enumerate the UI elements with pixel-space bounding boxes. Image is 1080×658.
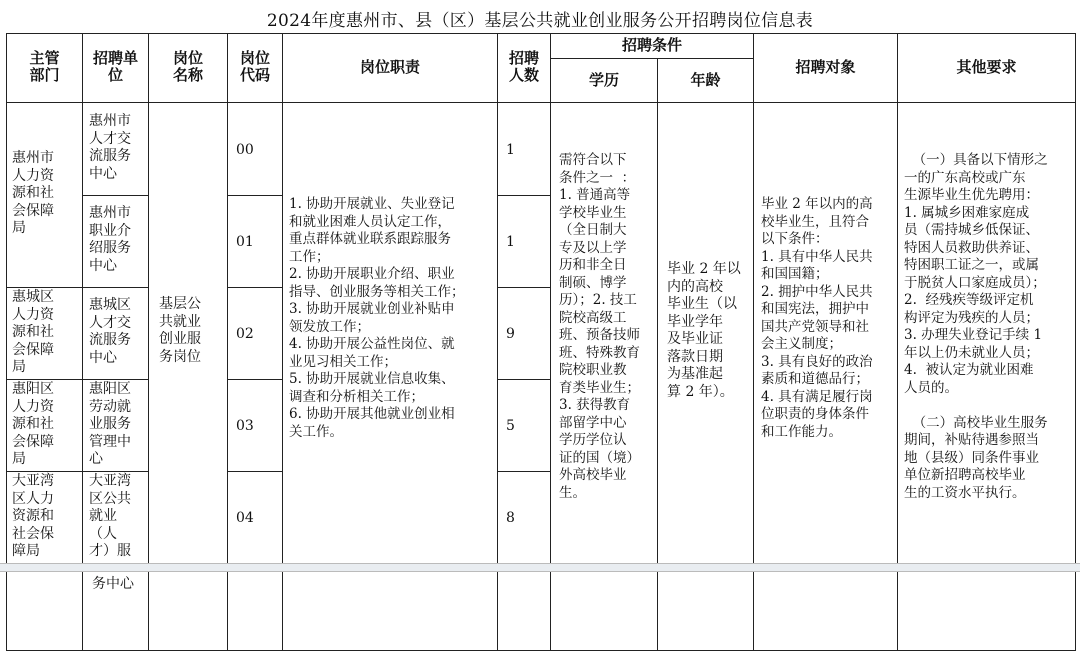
header-post-name: 岗位 名称 (172, 49, 203, 84)
code-row-divider-1 (227, 195, 282, 196)
num-row-divider-1 (497, 195, 550, 196)
header-target: 招聘对象 (795, 58, 856, 76)
col-line-4 (282, 33, 283, 563)
num-row-divider-4 (497, 471, 550, 472)
unit-row-5: 大亚湾 区公共 就业 （人 才）服 (89, 473, 131, 559)
col-line-0-lower (6, 572, 7, 651)
unit-row-divider-2 (82, 287, 148, 288)
unit-row-2: 惠州市 职业介 绍服务 中心 (89, 205, 131, 274)
header-other: 其他要求 (956, 58, 1017, 76)
recruit-num-3: 9 (506, 326, 515, 342)
header-conditions: 招聘条件 (621, 36, 682, 54)
recruit-num-2: 1 (506, 234, 515, 250)
col-line-4-lower (282, 572, 283, 651)
header-education: 学历 (588, 71, 619, 89)
recruit-num-4: 5 (506, 418, 515, 434)
post-code-5: 04 (236, 510, 254, 526)
header-dept: 主管 部门 (29, 49, 60, 84)
col-line-7 (657, 58, 658, 563)
col-line-5-lower (497, 572, 498, 651)
col-line-2 (148, 33, 149, 563)
post-code-4: 03 (236, 418, 254, 434)
unit-row-5-continued: 务中心 (92, 576, 134, 592)
unit-row-divider-4 (82, 471, 148, 472)
unit-row-3: 惠城区 人才交 流服务 中心 (89, 297, 131, 366)
col-line-8-lower (753, 572, 754, 651)
table-bottom-border (6, 650, 1076, 651)
col-line-5 (497, 33, 498, 563)
dept-huiyang: 惠阳区 人力资 源和社 会保障 局 (12, 381, 54, 467)
col-line-9-lower (897, 572, 898, 651)
col-line-1 (82, 33, 83, 563)
table-top-border (6, 33, 1076, 34)
page-break (0, 563, 1080, 571)
dept-dayawan: 大亚湾 区人力 资源和 社会保 障局 (12, 473, 54, 559)
page-break-line-top (0, 563, 1080, 564)
dept-divider-2 (6, 379, 82, 380)
education-requirement: 需符合以下 条件之一 ： 1. 普通高等 学校毕业生 （全日制大 专及以上学 历和非全日 制硕、博学 历）；2. 技工 院校高级工 班、预备技师 班、特殊教育 院校职业教 育类毕业生； 3. 获得教育 部留学中心 学历学位认 证的国（境） 外高校毕业 生。 (559, 152, 640, 501)
code-row-divider-2 (227, 287, 282, 288)
dept-huicheng: 惠城区 人力资 源和社 会保障 局 (12, 289, 54, 375)
col-line-10-lower (1075, 572, 1076, 651)
post-duty: 1. 协助开展就业、失业登记 和就业困难人员认定工作， 重点群体就业联系跟踪服务 工作； 2. 协助开展职业介绍、职业 指导、创业服务等相关工作； 3. 协助开展就业创业补贴申 领发放工作； 4. 协助开展公益性岗位、就 业见习相关工作； 5. 协助开展就业信息收集、 调查和分析相关工作； 6. 协助开展其他就业创业相 关工作。 (289, 196, 465, 440)
document-title: 2024年度惠州市、县（区）基层公共就业创业服务公开招聘岗位信息表 (266, 11, 814, 31)
post-code-3: 02 (236, 326, 254, 342)
header-age: 年龄 (690, 71, 721, 89)
header-post-code: 岗位 代码 (239, 49, 270, 84)
post-code-2: 01 (236, 234, 254, 250)
col-line-7-lower (657, 572, 658, 651)
num-row-divider-3 (497, 379, 550, 380)
col-line-3-lower (227, 572, 228, 651)
dept-divider-1 (6, 287, 82, 288)
unit-row-1: 惠州市 人才交 流服务 中心 (89, 113, 131, 182)
header-unit: 招聘单 位 (92, 49, 138, 84)
unit-row-4: 惠阳区 劳动就 业服务 管理中 心 (89, 381, 131, 467)
col-line-6 (550, 33, 551, 563)
col-line-3 (227, 33, 228, 563)
col-line-1-lower (82, 572, 83, 651)
unit-row-divider-1 (82, 195, 148, 196)
post-name: 基层公 共就业 创业服 务岗位 (159, 296, 201, 365)
post-code-1: 00 (236, 142, 254, 158)
col-line-8 (753, 33, 754, 563)
header-bottom-border (6, 102, 1076, 103)
page-break-line-bottom (0, 571, 1080, 572)
code-row-divider-3 (227, 379, 282, 380)
dept-divider-3 (6, 471, 82, 472)
header-duty: 岗位职责 (359, 58, 420, 76)
header-num: 招聘 人数 (508, 49, 539, 84)
recruit-num-5: 8 (506, 510, 515, 526)
code-row-divider-4 (227, 471, 282, 472)
recruit-num-1: 1 (506, 142, 515, 158)
col-line-6-lower (550, 572, 551, 651)
num-row-divider-2 (497, 287, 550, 288)
recruit-target: 毕业 2 年以内的高 校毕业生，且符合 以下条件： 1. 具有中华人民共 和国国籍； 2. 拥护中华人民共 和国宪法，拥护中 国共产党领导和社 会主义制度； 3. 具有良好的政治 素质和道德品行； 4. 具有满足履行岗 位职责的身体条件 和工作能力。 (761, 196, 873, 440)
age-requirement: 毕业 2 年以 内的高校 毕业生（以 毕业学年 及毕业证 落款日期 为基准起 算 2 年）。 (667, 261, 741, 400)
other-requirements: （一）具备以下情形之 一的广东高校或广东 生源毕业生优先聘用： 1. 属城乡困难家庭成 员（需持城乡低保证、 特困人员救助供养证、 特困职工证之一，或属 于脱贫人口家庭成员）； 2. 经残疾等级评定机 构评定为残疾的人员； 3. 办理失业登记手续 1 年以上仍未就业人员； 4. 被认定为就业困难 人员的。 （二）高校毕业生服务 期间，补贴待遇参照当 地（县级）同条件事业 单位新招聘高校毕业 生的工资水平执行。 (904, 152, 1048, 501)
col-line-0 (6, 33, 7, 563)
col-line-9 (897, 33, 898, 563)
dept-huizhou-city: 惠州市 人力资 源和社 会保障 局 (12, 150, 54, 236)
header-subdivider (550, 58, 753, 59)
unit-row-divider-3 (82, 379, 148, 380)
col-line-2-lower (148, 572, 149, 651)
